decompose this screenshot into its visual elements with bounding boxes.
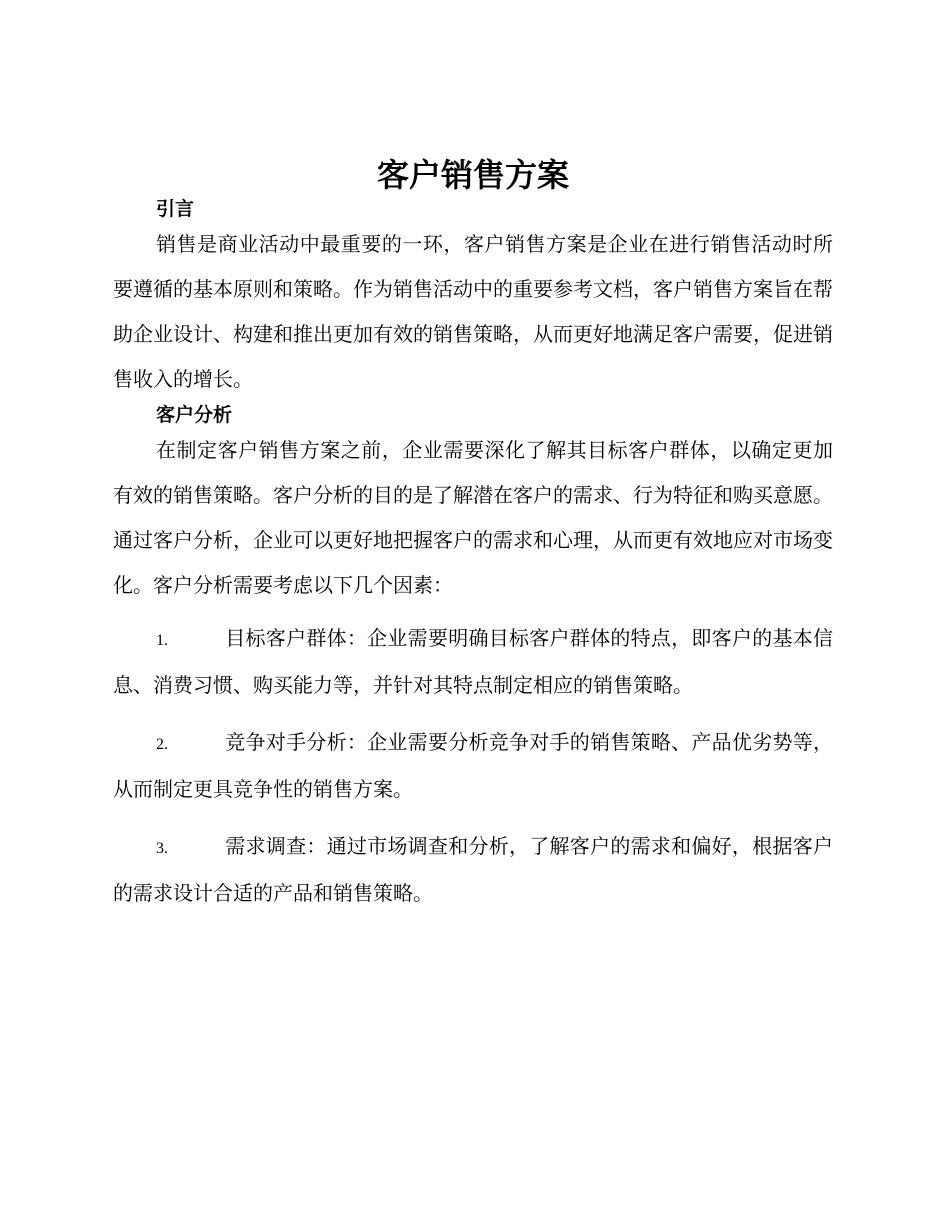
section-heading-introduction: 引言 bbox=[156, 198, 195, 220]
list-item bbox=[113, 720, 833, 812]
list-item-text: 需求调查：通过市场调查和分析，了解客户的需求和偏好，根据客户的需求设计合适的产品和销售策略。 bbox=[113, 834, 833, 905]
list-item-text: 竞争对手分析：企业需要分析竞争对手的销售策略、产品优劣势等，从而制定更具竞争性的销售方案。 bbox=[113, 730, 833, 801]
customer-analysis-paragraph: 在制定客户销售方案之前，企业需要深化了解其目标客户群体，以确定更加有效的销售策略。客户分析的目的是了解潜在客户的需求、行为特征和购买意愿。通过客户分析，企业可以更好地把握客户的需求和心理，从而更有效地应对市场变化。客户分析需要考虑以下几个因素： bbox=[113, 438, 833, 597]
document-page bbox=[113, 150, 833, 916]
introduction-paragraph: 销售是商业活动中最重要的一环，客户销售方案是企业在进行销售活动时所要遵循的基本原则和策略。作为销售活动中的重要参考文档，客户销售方案旨在帮助企业设计、构建和推出更加有效的销售策略，从而更好地满足客户需要，促进销售收入的增长。 bbox=[113, 232, 833, 391]
document-title: 客户销售方案 bbox=[376, 156, 569, 194]
list-item-number: 1. bbox=[156, 632, 168, 649]
list-item-text: 目标客户群体：企业需要明确目标客户群体的特点，即客户的基本信息、消费习惯、购买能力等，并针对其特点制定相应的销售策略。 bbox=[113, 626, 833, 697]
list-item bbox=[113, 824, 833, 916]
list-item bbox=[113, 616, 833, 708]
list-item-number: 3. bbox=[156, 840, 168, 857]
section-heading-customer-analysis: 客户分析 bbox=[156, 404, 233, 426]
list-item-number: 2. bbox=[156, 736, 168, 753]
